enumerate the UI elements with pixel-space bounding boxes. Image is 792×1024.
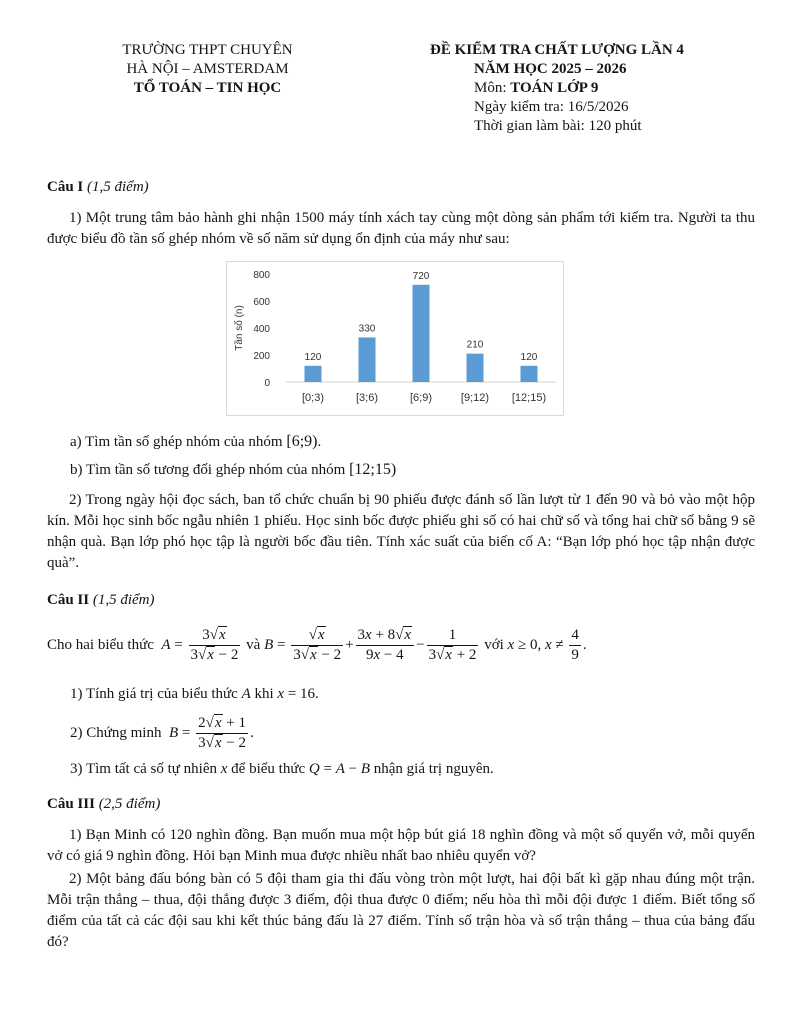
fraction-B3: $\frac{1}{3√x + 2}$ xyxy=(428,626,477,663)
department-name: TỔ TOÁN – TIN HỌC xyxy=(133,80,282,96)
question-2-title: Câu II xyxy=(47,592,90,608)
subject-line xyxy=(474,79,598,98)
question-1-points: (1,5 điểm) xyxy=(87,179,149,195)
bar-4 xyxy=(521,366,538,382)
item-3-text: 3) Tìm tất cả số tự nhiên xyxy=(70,761,217,777)
frequency-bar-chart xyxy=(226,261,564,416)
exam-date: Ngày kiểm tra: 16/5/2026 xyxy=(474,99,629,115)
with-text: với xyxy=(484,636,504,653)
question-3-title: Câu III xyxy=(47,796,95,812)
bar-0 xyxy=(305,366,322,382)
x-tick-label: [9;12) xyxy=(460,392,490,404)
bar-2 xyxy=(413,285,430,382)
exam-title: ĐỀ KIỂM TRA CHẤT LƯỢNG LẦN 4 xyxy=(430,42,684,58)
item-1-text: 1) Tính giá trị của biểu thức xyxy=(70,686,238,702)
question-3-part-2: 2) Một bảng đấu bóng bàn có 5 đội tham gia thi đấu vòng tròn một lượt, hai đội bất kì gặp nhau đúng một trận. Mỗi trận thắng – thua, đội thắng được 3 điểm, đội thua được 0 điểm; nếu hòa thì mỗi đội được 1 điểm. Biết tổng số điểm của tất cả các đội sau khi kết thúc bảng đấu là 27 điểm. Tính số trận hòa và số trận thắng – thua của bảng đấu đó? xyxy=(47,871,755,950)
group-12-15: [12;15) xyxy=(349,461,397,478)
expressions-definition: Cho hai biểu thức A = $\frac{3√x}{3√x - 2}$ và B = $\frac{√x}{3√x - 2}$ + $\frac{3x + 8√x}{9x - 4}$ − $\frac{1}{3√x + 2}$ với x ≥ 0, x ≠ $\frac{4}{9}$ . xyxy=(47,626,587,663)
question-1-b xyxy=(70,460,396,480)
x-tick-label: [12;15) xyxy=(511,392,547,404)
fraction-B2: $\frac{3x + 8√x}{9x - 4}$ xyxy=(356,626,415,665)
bar-3 xyxy=(467,354,484,382)
question-2-item-2: 2) Chứng minh B = $\frac{2√x + 1}{3√x - 2}$ . xyxy=(70,714,254,751)
x-tick-label: [6;9) xyxy=(409,392,433,404)
question-2-heading xyxy=(47,590,155,610)
question-1-title: Câu I xyxy=(47,179,84,195)
question-2-item-1: 1) Tính giá trị của biểu thức A khi x = 16. xyxy=(70,686,319,702)
school-name-line1: TRƯỜNG THPT CHUYÊN xyxy=(122,42,293,58)
question-2-points: (1,5 điểm) xyxy=(92,592,155,608)
intro-text: Cho hai biểu thức xyxy=(47,636,154,653)
y-axis-label: Tần số (n) xyxy=(234,305,245,351)
question-1-part-2: 2) Trong ngày hội đọc sách, ban tổ chức chuẩn bị 90 phiếu được đánh số lần lượt từ 1 đến 90 và bỏ vào một hộp kín. Mỗi học sinh bốc ngẫu nhiên 1 phiếu. Học sinh bốc được phiếu ghi số có hai chữ số và tổng hai chữ số bằng 9 sẽ nhận quà. Bạn lớp phó học tập là người bốc đầu tiên. Tính xác suất của biến cố A: “Bạn lớp phó học tập nhận được quà”. xyxy=(47,492,755,571)
fraction-B-proof: $\frac{2√x + 1}{3√x - 2}$ xyxy=(198,714,246,751)
question-3-points: (2,5 điểm) xyxy=(98,796,161,812)
fraction-A: $\frac{3√x}{3√x - 2}$ xyxy=(190,626,239,663)
y-tick-label: 400 xyxy=(253,324,270,335)
x-tick-label: [0;3) xyxy=(301,392,325,404)
bar-1 xyxy=(359,337,376,382)
question-1-part-1: 1) Một trung tâm bảo hành ghi nhận 1500 máy tính xách tay cùng một dòng sản phẩm tới kiểm tra. Người ta thu được biểu đồ tần số ghép nhóm về số năm sử dụng ổn định của máy như sau: xyxy=(47,210,755,247)
question-1-b-text: b) Tìm tần số tương đối ghép nhóm của nhóm xyxy=(70,462,346,478)
bar-data-label: 330 xyxy=(358,323,376,335)
item-2-text: 2) Chứng minh xyxy=(70,724,162,741)
y-tick-label: 600 xyxy=(253,297,270,308)
y-tick-label: 800 xyxy=(253,270,270,281)
subject-value: TOÁN LỚP 9 xyxy=(510,80,599,96)
bar-data-label: 720 xyxy=(412,270,430,282)
and-text: và xyxy=(246,636,261,653)
bar-data-label: 120 xyxy=(520,351,538,363)
question-3-part-1: 1) Bạn Minh có 120 nghìn đồng. Bạn muốn mua một hộp bút giá 18 nghìn đồng và một số quyển vở, mỗi quyển vở có giá 9 nghìn đồng. Hỏi bạn Minh mua được nhiều nhất bao nhiêu quyển vở? xyxy=(47,827,755,864)
fraction-B1: $\frac{√x}{3√x - 2}$ xyxy=(293,626,342,663)
school-year: NĂM HỌC 2025 – 2026 xyxy=(474,61,627,77)
fraction-4-9: $\frac{4}{9}$ xyxy=(571,626,579,663)
question-1-heading xyxy=(47,177,149,197)
question-3-heading xyxy=(47,794,160,814)
exam-duration: Thời gian làm bài: 120 phút xyxy=(474,118,642,134)
school-name-line2: HÀ NỘI – AMSTERDAM xyxy=(126,61,289,77)
item-3-mid: để biểu thức xyxy=(231,761,306,777)
question-1-a: a) Tìm tần số ghép nhóm của nhóm [6;9) . xyxy=(70,433,322,450)
group-6-9: [6;9) xyxy=(286,433,318,450)
question-2-item-3: 3) Tìm tất cả số tự nhiên x để biểu thức Q = A − B nhận giá trị nguyên. xyxy=(70,761,494,777)
bar-data-label: 210 xyxy=(466,339,484,351)
question-1-a-text: a) Tìm tần số ghép nhóm của nhóm xyxy=(70,434,283,450)
x-tick-label: [3;6) xyxy=(355,392,379,404)
item-3-tail: nhận giá trị nguyên. xyxy=(373,761,494,777)
item-1-tail: khi xyxy=(254,686,274,702)
y-tick-label: 200 xyxy=(253,351,270,362)
subject-label: Môn: xyxy=(474,80,511,96)
bar-data-label: 120 xyxy=(304,351,322,363)
y-tick-label: 0 xyxy=(264,378,270,389)
